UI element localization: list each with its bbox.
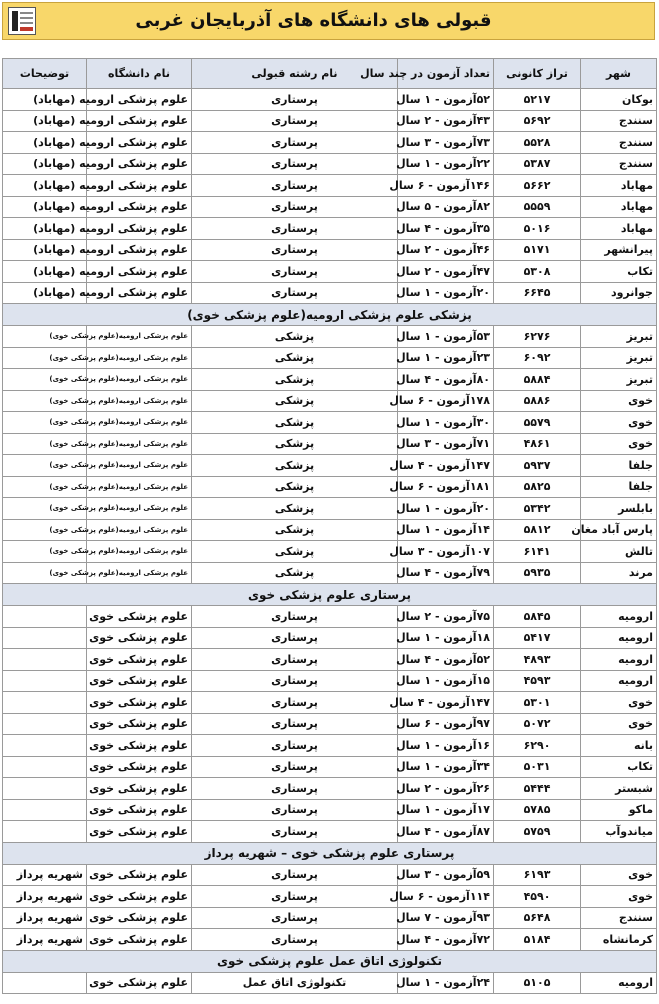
exam-count-cell: ۹۷آزمون - ۶ سال (398, 713, 494, 735)
university-cell: علوم پزشکی خوی (87, 821, 192, 843)
university-cell: علوم پزشکی ارومیه(علوم پزشکی خوی) (87, 519, 192, 541)
city-cell: خوی (581, 886, 657, 908)
exam-count-cell: ۱۱۴آزمون - ۶ سال (398, 886, 494, 908)
city-cell: تکاب (581, 756, 657, 778)
city-cell: تکاب (581, 261, 657, 283)
header-exam-count: تعداد آزمون در چند سال (398, 59, 494, 89)
university-cell: علوم پزشکی خوی (87, 627, 192, 649)
table-row (3, 498, 657, 520)
university-cell: علوم پزشکی ارومیه(علوم پزشکی خوی) (87, 369, 192, 391)
exam-count-cell: ۷۵آزمون - ۲ سال (398, 606, 494, 628)
table-row (3, 261, 657, 283)
major-cell: پرستاری (192, 713, 398, 735)
table-row (3, 476, 657, 498)
university-cell: علوم پزشکی ارومیه(علوم پزشکی خوی) (87, 476, 192, 498)
table-body (3, 89, 657, 994)
city-cell: ارومیه (581, 972, 657, 994)
exam-count-cell: ۷۳آزمون - ۳ سال (398, 132, 494, 154)
city-cell: پیرانشهر (581, 239, 657, 261)
exam-count-cell: ۵۲آزمون - ۴ سال (398, 649, 494, 671)
notes-cell (3, 821, 87, 843)
major-cell: پزشکی (192, 455, 398, 477)
exam-count-cell: ۱۷۸آزمون - ۶ سال (398, 390, 494, 412)
city-cell: سنندج (581, 132, 657, 154)
header-notes: توضیحات (3, 59, 87, 89)
table-row (3, 713, 657, 735)
table-row (3, 519, 657, 541)
major-cell: پزشکی (192, 498, 398, 520)
major-cell: پزشکی (192, 412, 398, 434)
exam-count-cell: ۸۰آزمون - ۴ سال (398, 369, 494, 391)
exam-count-cell: ۴۶آزمون - ۲ سال (398, 239, 494, 261)
university-cell: علوم پزشکی خوی (87, 972, 192, 994)
score-cell: ۵۹۳۷ (494, 455, 581, 477)
score-cell: ۵۵۷۹ (494, 412, 581, 434)
header-major: نام رشته قبولی (192, 59, 398, 89)
city-cell: جلفا (581, 476, 657, 498)
notes-cell: شهریه پرداز (3, 907, 87, 929)
major-cell: پرستاری (192, 218, 398, 240)
table-row (3, 929, 657, 951)
city-cell: تالش (581, 541, 657, 563)
section-title: پرستاری علوم پزشکی خوی (3, 584, 657, 606)
city-cell: ارومیه (581, 627, 657, 649)
university-cell: علوم پزشکی خوی (87, 735, 192, 757)
major-cell: پرستاری (192, 261, 398, 283)
university-cell: علوم پزشکی ارومیه (مهاباد) (87, 282, 192, 304)
major-cell: پرستاری (192, 886, 398, 908)
header-city: شهر (581, 59, 657, 89)
city-cell: ارومیه (581, 670, 657, 692)
exam-count-cell: ۷۹آزمون - ۴ سال (398, 562, 494, 584)
score-cell: ۵۷۵۹ (494, 821, 581, 843)
exam-count-cell: ۱۷آزمون - ۱ سال (398, 799, 494, 821)
city-cell: میاندوآب (581, 821, 657, 843)
city-cell: مهاباد (581, 196, 657, 218)
score-cell: ۵۳۸۷ (494, 153, 581, 175)
university-cell: علوم پزشکی ارومیه(علوم پزشکی خوی) (87, 498, 192, 520)
score-cell: ۶۶۴۵ (494, 282, 581, 304)
university-cell: علوم پزشکی ارومیه (مهاباد) (87, 132, 192, 154)
score-cell: ۶۲۹۰ (494, 735, 581, 757)
university-cell: علوم پزشکی ارومیه (مهاباد) (87, 196, 192, 218)
exam-count-cell: ۹۳آزمون - ۷ سال (398, 907, 494, 929)
major-cell: پرستاری (192, 110, 398, 132)
university-cell: علوم پزشکی ارومیه(علوم پزشکی خوی) (87, 412, 192, 434)
major-cell: پرستاری (192, 799, 398, 821)
section-title: پرستاری علوم پزشکی خوی – شهریه پرداز (3, 842, 657, 864)
major-cell: پرستاری (192, 627, 398, 649)
table-row (3, 606, 657, 628)
city-cell: تبریز (581, 369, 657, 391)
major-cell: پزشکی (192, 390, 398, 412)
university-cell: علوم پزشکی خوی (87, 670, 192, 692)
header-score: تراز کانونی (494, 59, 581, 89)
score-cell: ۵۱۸۴ (494, 929, 581, 951)
city-cell: جوانرود (581, 282, 657, 304)
score-cell: ۵۶۶۲ (494, 175, 581, 197)
title-banner (2, 2, 655, 40)
major-cell: پرستاری (192, 692, 398, 714)
section-header-row (3, 950, 657, 972)
exam-count-cell: ۸۷آزمون - ۴ سال (398, 821, 494, 843)
major-cell: پزشکی (192, 347, 398, 369)
exam-count-cell: ۲۳آزمون - ۱ سال (398, 347, 494, 369)
major-cell: پزشکی (192, 433, 398, 455)
university-cell: علوم پزشکی خوی (87, 778, 192, 800)
table-row (3, 692, 657, 714)
university-cell: علوم پزشکی ارومیه(علوم پزشکی خوی) (87, 562, 192, 584)
major-cell: پرستاری (192, 132, 398, 154)
table-row (3, 756, 657, 778)
university-cell: علوم پزشکی ارومیه (مهاباد) (87, 218, 192, 240)
score-cell: ۵۱۷۱ (494, 239, 581, 261)
table-row (3, 326, 657, 348)
table-row (3, 649, 657, 671)
university-cell: علوم پزشکی ارومیه (مهاباد) (87, 261, 192, 283)
university-cell: علوم پزشکی خوی (87, 864, 192, 886)
notes-cell (3, 972, 87, 994)
university-cell: علوم پزشکی خوی (87, 929, 192, 951)
major-cell: پزشکی (192, 369, 398, 391)
table-row (3, 735, 657, 757)
table-row (3, 390, 657, 412)
university-cell: علوم پزشکی ارومیه (مهاباد) (87, 175, 192, 197)
score-cell: ۵۳۴۲ (494, 498, 581, 520)
city-cell: خوی (581, 713, 657, 735)
score-cell: ۵۸۸۶ (494, 390, 581, 412)
exam-count-cell: ۴۷آزمون - ۲ سال (398, 261, 494, 283)
university-cell: علوم پزشکی خوی (87, 756, 192, 778)
exam-count-cell: ۱۴آزمون - ۱ سال (398, 519, 494, 541)
exam-count-cell: ۳۰آزمون - ۱ سال (398, 412, 494, 434)
exam-count-cell: ۸۲آزمون - ۵ سال (398, 196, 494, 218)
notes-cell (3, 649, 87, 671)
table-row (3, 153, 657, 175)
score-cell: ۵۳۰۸ (494, 261, 581, 283)
major-cell: پرستاری (192, 821, 398, 843)
city-cell: جلفا (581, 455, 657, 477)
exam-count-cell: ۲۲آزمون - ۱ سال (398, 153, 494, 175)
city-cell: ماکو (581, 799, 657, 821)
university-cell: علوم پزشکی خوی (87, 649, 192, 671)
city-cell: خوی (581, 692, 657, 714)
university-cell: علوم پزشکی ارومیه (مهاباد) (87, 153, 192, 175)
score-cell: ۵۴۴۴ (494, 778, 581, 800)
table-row (3, 175, 657, 197)
city-cell: مهاباد (581, 175, 657, 197)
city-cell: سنندج (581, 907, 657, 929)
notes-cell (3, 606, 87, 628)
major-cell: پرستاری (192, 864, 398, 886)
notes-cell (3, 799, 87, 821)
score-cell: ۴۸۹۳ (494, 649, 581, 671)
exam-count-cell: ۱۸۱آزمون - ۶ سال (398, 476, 494, 498)
university-cell: علوم پزشکی خوی (87, 799, 192, 821)
major-cell: پزشکی (192, 326, 398, 348)
university-cell: علوم پزشکی خوی (87, 713, 192, 735)
page-title: قبولی های دانشگاه های آذربایجان غربی (135, 10, 492, 31)
table-row (3, 218, 657, 240)
major-cell: پزشکی (192, 541, 398, 563)
major-cell: پرستاری (192, 175, 398, 197)
exam-count-cell: ۱۰۷آزمون - ۳ سال (398, 541, 494, 563)
score-cell: ۵۸۸۴ (494, 369, 581, 391)
university-cell: علوم پزشکی ارومیه(علوم پزشکی خوی) (87, 347, 192, 369)
notes-cell (3, 627, 87, 649)
major-cell: پرستاری (192, 282, 398, 304)
score-cell: ۵۸۱۲ (494, 519, 581, 541)
exam-count-cell: ۱۵آزمون - ۱ سال (398, 670, 494, 692)
score-cell: ۴۵۹۳ (494, 670, 581, 692)
university-cell: علوم پزشکی خوی (87, 886, 192, 908)
university-cell: علوم پزشکی ارومیه(علوم پزشکی خوی) (87, 390, 192, 412)
exam-count-cell: ۲۰آزمون - ۱ سال (398, 282, 494, 304)
notes-cell: شهریه پرداز (3, 864, 87, 886)
city-cell: شبستر (581, 778, 657, 800)
exam-count-cell: ۷۲آزمون - ۴ سال (398, 929, 494, 951)
section-header-row (3, 584, 657, 606)
city-cell: بوکان (581, 89, 657, 111)
major-cell: تکنولوژی اتاق عمل (192, 972, 398, 994)
university-cell: علوم پزشکی ارومیه(علوم پزشکی خوی) (87, 326, 192, 348)
table-row (3, 541, 657, 563)
exam-count-cell: ۳۴آزمون - ۱ سال (398, 756, 494, 778)
exam-count-cell: ۷۱آزمون - ۳ سال (398, 433, 494, 455)
major-cell: پرستاری (192, 606, 398, 628)
exam-count-cell: ۵۲آزمون - ۱ سال (398, 89, 494, 111)
section-header-row (3, 304, 657, 326)
score-cell: ۶۱۴۱ (494, 541, 581, 563)
exam-count-cell: ۲۴آزمون - ۱ سال (398, 972, 494, 994)
table-row (3, 455, 657, 477)
major-cell: پرستاری (192, 89, 398, 111)
table-header-row (3, 59, 657, 89)
admissions-table (2, 58, 657, 994)
exam-count-cell: ۱۶آزمون - ۱ سال (398, 735, 494, 757)
score-cell: ۵۶۹۲ (494, 110, 581, 132)
city-cell: تبریز (581, 326, 657, 348)
score-cell: ۵۵۵۹ (494, 196, 581, 218)
table-row (3, 799, 657, 821)
university-cell: علوم پزشکی خوی (87, 907, 192, 929)
major-cell: پرستاری (192, 153, 398, 175)
notes-cell (3, 778, 87, 800)
score-cell: ۵۹۳۵ (494, 562, 581, 584)
score-cell: ۶۲۷۶ (494, 326, 581, 348)
score-cell: ۵۸۲۵ (494, 476, 581, 498)
major-cell: پزشکی (192, 476, 398, 498)
exam-count-cell: ۲۶آزمون - ۲ سال (398, 778, 494, 800)
table-row (3, 132, 657, 154)
score-cell: ۵۶۴۸ (494, 907, 581, 929)
major-cell: پرستاری (192, 756, 398, 778)
city-cell: ارومیه (581, 606, 657, 628)
exam-count-cell: ۱۴۷آزمون - ۴ سال (398, 455, 494, 477)
major-cell: پزشکی (192, 562, 398, 584)
notes-cell: شهریه پرداز (3, 886, 87, 908)
university-cell: علوم پزشکی ارومیه (مهاباد) (87, 110, 192, 132)
table-row (3, 562, 657, 584)
university-cell: علوم پزشکی ارومیه(علوم پزشکی خوی) (87, 455, 192, 477)
exam-count-cell: ۴۳آزمون - ۲ سال (398, 110, 494, 132)
university-cell: علوم پزشکی خوی (87, 692, 192, 714)
major-cell: پرستاری (192, 239, 398, 261)
table-row (3, 907, 657, 929)
city-cell: سنندج (581, 110, 657, 132)
notes-cell (3, 692, 87, 714)
table-row (3, 864, 657, 886)
table-row (3, 89, 657, 111)
major-cell: پرستاری (192, 196, 398, 218)
table-row (3, 412, 657, 434)
table-row (3, 886, 657, 908)
table-row (3, 110, 657, 132)
score-cell: ۵۱۰۵ (494, 972, 581, 994)
city-cell: ارومیه (581, 649, 657, 671)
section-title: پزشکی علوم پزشکی ارومیه(علوم پزشکی خوی) (3, 304, 657, 326)
table-row (3, 433, 657, 455)
notes-cell: شهریه پرداز (3, 929, 87, 951)
table-row (3, 347, 657, 369)
university-cell: علوم پزشکی ارومیه (مهاباد) (87, 239, 192, 261)
score-cell: ۶۰۹۲ (494, 347, 581, 369)
city-cell: تبریز (581, 347, 657, 369)
section-header-row (3, 842, 657, 864)
city-cell: خوی (581, 390, 657, 412)
table-row (3, 282, 657, 304)
major-cell: پرستاری (192, 670, 398, 692)
city-cell: بابلسر (581, 498, 657, 520)
header-university: نام دانشگاه (87, 59, 192, 89)
major-cell: پرستاری (192, 649, 398, 671)
notes-cell (3, 756, 87, 778)
major-cell: پرستاری (192, 778, 398, 800)
table-row (3, 239, 657, 261)
score-cell: ۵۳۰۱ (494, 692, 581, 714)
city-cell: خوی (581, 433, 657, 455)
score-cell: ۵۵۲۸ (494, 132, 581, 154)
score-cell: ۵۸۴۵ (494, 606, 581, 628)
table-row (3, 369, 657, 391)
city-cell: خوی (581, 412, 657, 434)
table-row (3, 778, 657, 800)
exam-count-cell: ۱۸آزمون - ۱ سال (398, 627, 494, 649)
table-row (3, 627, 657, 649)
score-cell: ۵۰۷۲ (494, 713, 581, 735)
city-cell: سنندج (581, 153, 657, 175)
score-cell: ۵۰۱۶ (494, 218, 581, 240)
city-cell: کرمانشاه (581, 929, 657, 951)
exam-count-cell: ۳۵آزمون - ۴ سال (398, 218, 494, 240)
exam-count-cell: ۱۴۷آزمون - ۴ سال (398, 692, 494, 714)
major-cell: پرستاری (192, 929, 398, 951)
exam-count-cell: ۵۳آزمون - ۱ سال (398, 326, 494, 348)
city-cell: خوی (581, 864, 657, 886)
university-cell: علوم پزشکی ارومیه(علوم پزشکی خوی) (87, 433, 192, 455)
city-cell: پارس آباد مغان (581, 519, 657, 541)
notes-cell (3, 713, 87, 735)
section-title: تکنولوژی اتاق عمل علوم پزشکی خوی (3, 950, 657, 972)
exam-count-cell: ۵۹آزمون - ۳ سال (398, 864, 494, 886)
exam-count-cell: ۱۴۶آزمون - ۶ سال (398, 175, 494, 197)
major-cell: پرستاری (192, 735, 398, 757)
university-cell: علوم پزشکی خوی (87, 606, 192, 628)
city-cell: مرند (581, 562, 657, 584)
score-cell: ۵۷۸۵ (494, 799, 581, 821)
table-row (3, 821, 657, 843)
notes-cell (3, 670, 87, 692)
city-cell: مهاباد (581, 218, 657, 240)
score-cell: ۴۸۶۱ (494, 433, 581, 455)
university-cell: علوم پزشکی ارومیه(علوم پزشکی خوی) (87, 541, 192, 563)
table-row (3, 972, 657, 994)
score-cell: ۴۵۹۰ (494, 886, 581, 908)
table-row (3, 196, 657, 218)
score-cell: ۶۱۹۳ (494, 864, 581, 886)
university-cell: علوم پزشکی ارومیه (مهاباد) (87, 89, 192, 111)
city-cell: بانه (581, 735, 657, 757)
exam-count-cell: ۲۰آزمون - ۱ سال (398, 498, 494, 520)
score-cell: ۵۲۱۷ (494, 89, 581, 111)
major-cell: پزشکی (192, 519, 398, 541)
table-row (3, 670, 657, 692)
score-cell: ۵۰۳۱ (494, 756, 581, 778)
notes-cell (3, 735, 87, 757)
major-cell: پرستاری (192, 907, 398, 929)
score-cell: ۵۴۱۷ (494, 627, 581, 649)
